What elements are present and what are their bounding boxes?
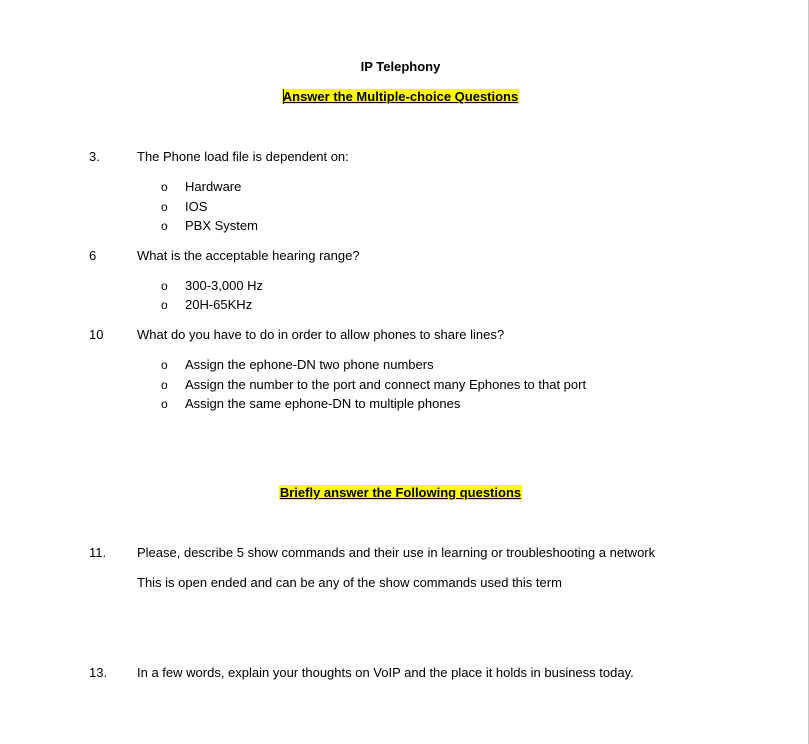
question-text: Please, describe 5 show commands and their use in learning or troubleshooting a network	[137, 545, 656, 560]
bullet-icon: o	[161, 397, 168, 411]
question-text: What is the acceptable hearing range?	[137, 248, 360, 263]
answer-option	[161, 178, 241, 196]
option-label: PBX System	[185, 218, 258, 233]
question-text: What do you have to do in order to allow phones to share lines?	[137, 327, 505, 342]
bullet-icon: o	[161, 378, 168, 392]
option-label: 20H-65KHz	[185, 297, 253, 312]
option-label: Assign the same ephone-DN to multiple phones	[185, 396, 461, 411]
section1-heading-label: Answer the Multiple-choice Questions	[282, 89, 519, 104]
section-heading-short-answer-text: Briefly answer the Following questions	[279, 485, 522, 500]
bullet-icon: o	[161, 219, 168, 233]
question-number: 11.	[89, 545, 107, 560]
bullet-icon: o	[161, 358, 168, 372]
question-number: 6	[89, 248, 97, 263]
answer-option	[161, 277, 263, 295]
answer-option	[161, 198, 207, 216]
answer-note: This is open ended and can be any of the show commands used this term	[137, 575, 562, 590]
question-text: The Phone load file is dependent on:	[137, 149, 349, 164]
option-label: IOS	[185, 199, 208, 214]
bullet-icon: o	[161, 200, 168, 214]
section-heading-multiple-choice-text	[282, 89, 519, 104]
bullet-icon: o	[161, 180, 168, 194]
answer-option	[161, 395, 460, 413]
answer-option	[161, 296, 252, 314]
section-heading-multiple-choice	[0, 88, 801, 105]
question-number: 13.	[89, 665, 108, 680]
section-heading-short-answer	[0, 484, 801, 501]
option-label: Assign the ephone-DN two phone numbers	[185, 357, 434, 372]
document-title: IP Telephony	[360, 59, 441, 74]
option-label: Hardware	[185, 179, 242, 194]
answer-option	[161, 217, 258, 235]
question-number: 3.	[89, 149, 100, 164]
option-label: 300-3,000 Hz	[185, 278, 264, 293]
answer-option	[161, 356, 434, 374]
question-number: 10	[89, 327, 104, 342]
bullet-icon: o	[161, 279, 168, 293]
bullet-icon: o	[161, 298, 168, 312]
option-label: Assign the number to the port and connect many Ephones to that port	[185, 377, 587, 392]
answer-option	[161, 376, 586, 394]
question-text: In a few words, explain your thoughts on VoIP and the place it holds in business today.	[137, 665, 634, 680]
